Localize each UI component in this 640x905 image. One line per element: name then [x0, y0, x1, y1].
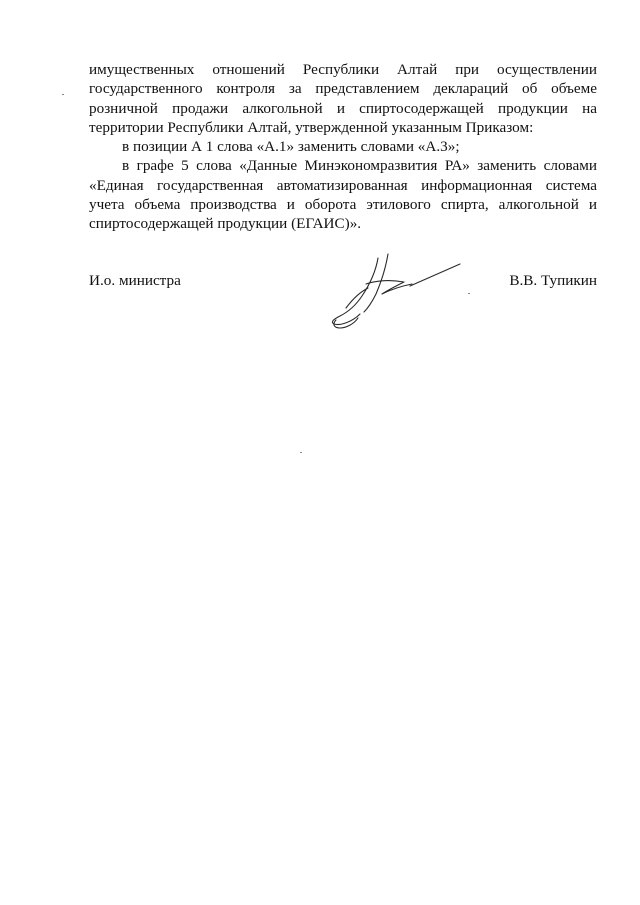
scan-speck	[62, 94, 64, 95]
handwritten-signature	[326, 250, 466, 330]
signatory-name: В.В. Тупикин	[509, 272, 597, 289]
signatory-title: И.о. министра	[89, 272, 181, 289]
paragraph-column-5: в графе 5 слова «Данные Минэкономразвития РА» заменить словами «Единая государственная автоматизированная информационная система учета объема производства и оборота этилового спирта, алкогольной и спиртосодержащей продукции (ЕГАИС)».	[89, 157, 597, 233]
scan-speck	[300, 452, 302, 453]
scan-speck	[468, 293, 470, 294]
paragraph-position-a1: в позиции А 1 слова «А.1» заменить словами «А.3»;	[122, 138, 460, 156]
document-body	[89, 60, 597, 234]
paragraph-continuation: имущественных отношений Республики Алтай при осуществлении государственного контроля за представлением деклараций об объеме розничной продажи алкогольной и спиртосодержащей продукции на территории Республики Алтай, утвержденной указанным Приказом:	[89, 61, 597, 136]
